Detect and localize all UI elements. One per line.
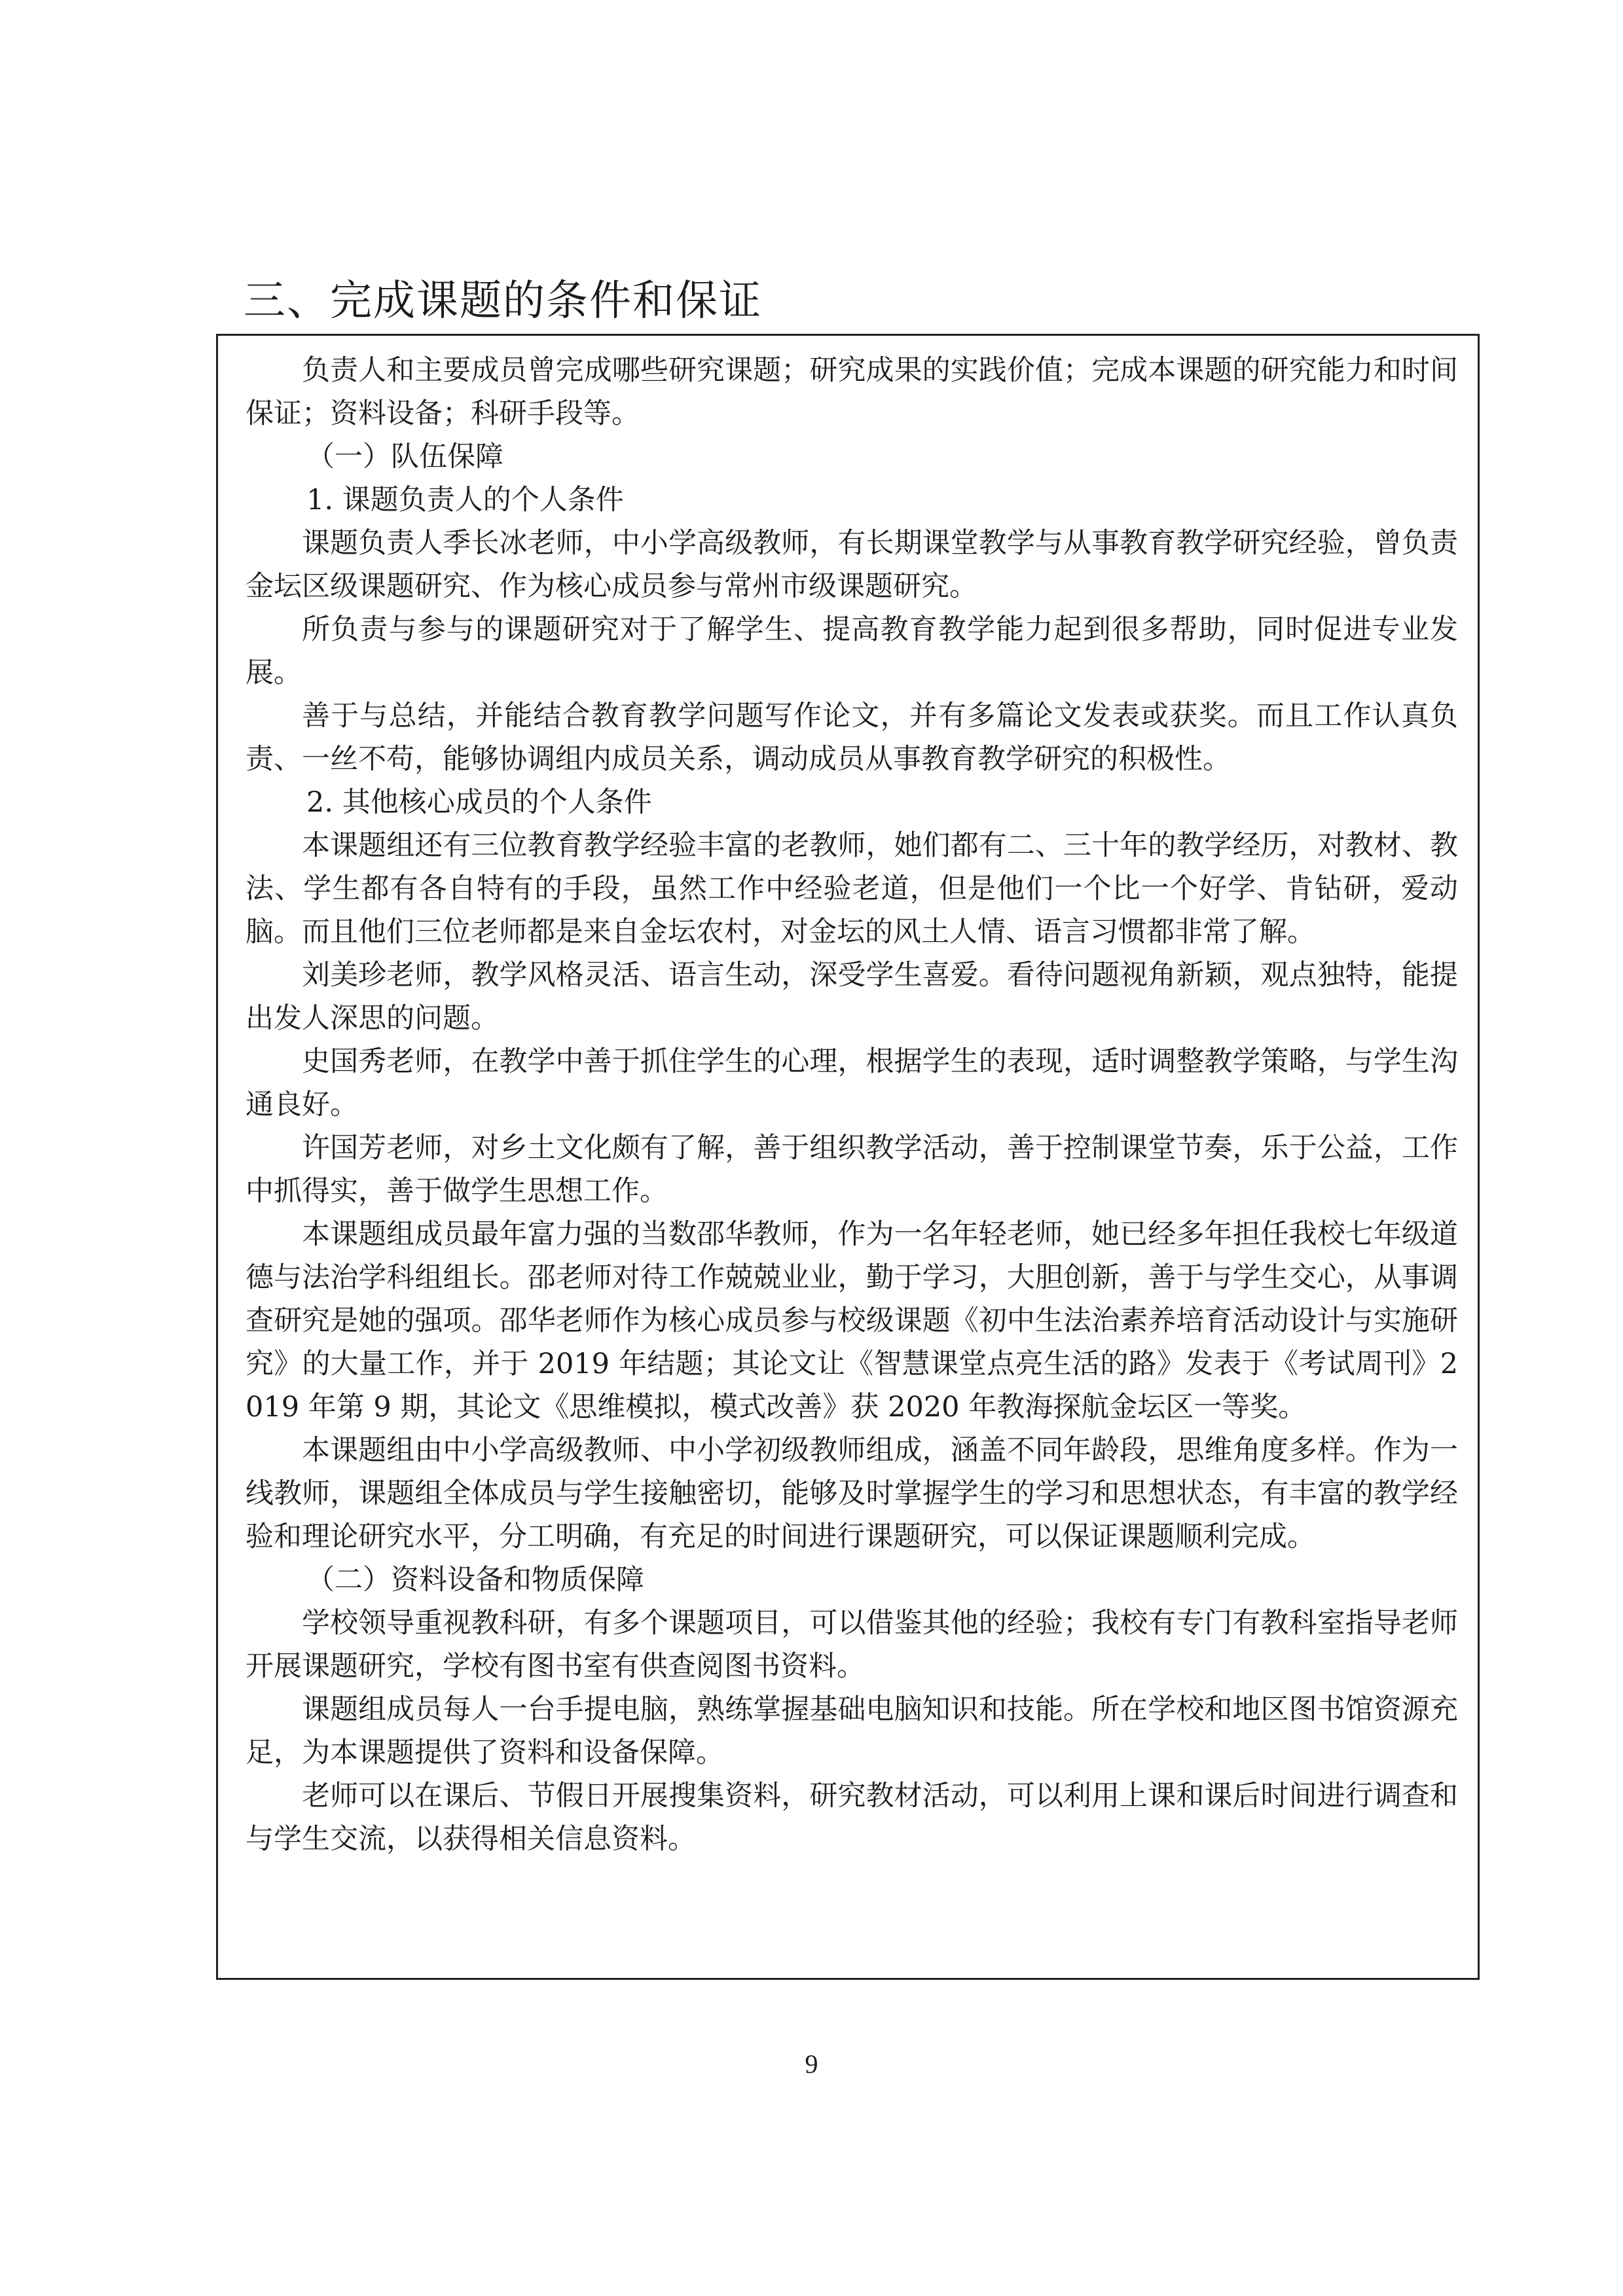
intro-paragraph: 负责人和主要成员曾完成哪些研究课题；研究成果的实践价值；完成本课题的研究能力和时间保证；资料设备；科研手段等。	[246, 354, 1458, 430]
subheading-leader-conditions: 1. 课题负责人的个人条件	[306, 484, 624, 516]
paragraph-leader-1: 课题负责人季长冰老师，中小学高级教师，有长期课堂教学与从事教育教学研究经验，曾负责金坛区级课题研究、作为核心成员参与常州市级课题研究。	[246, 527, 1458, 603]
paragraph-member-shao: 本课题组成员最年富力强的当数邵华教师，作为一名年轻老师，她已经多年担任我校七年级道德与法治学科组组长。邵老师对待工作兢兢业业，勤于学习，大胆创新，善于与学生交心，从事调查研究是她的强项。邵华老师作为核心成员参与校级课题《初中生法治素养培育活动设计与实施研究》的大量工作，并于 2019 年结题；其论文让《智慧课堂点亮生活的路》发表于《考试周刊》2019 年第 9 期，其论文《思维模拟，模式改善》获 2020 年教海探航金坛区一等奖。	[246, 1218, 1458, 1424]
paragraph-resources-1: 学校领导重视教科研，有多个课题项目，可以借鉴其他的经验；我校有专门有教科室指导老师开展课题研究，学校有图书室有供查阅图书资料。	[246, 1607, 1458, 1683]
paragraph-member-xu: 许国芳老师，对乡土文化颇有了解，善于组织教学活动，善于控制课堂节奏，乐于公益，工作中抓得实，善于做学生思想工作。	[246, 1132, 1458, 1208]
page-number: 9	[805, 2049, 818, 2079]
section-title: 三、完成课题的条件和保证	[244, 277, 762, 325]
paragraph-team-summary: 本课题组由中小学高级教师、中小学初级教师组成，涵盖不同年龄段，思维角度多样。作为一线教师，课题组全体成员与学生接触密切，能够及时掌握学生的学习和思想状态，有丰富的教学经验和理论研究水平，分工明确，有充足的时间进行课题研究，可以保证课题顺利完成。	[246, 1434, 1458, 1553]
paragraph-members-overview: 本课题组还有三位教育教学经验丰富的老教师，她们都有二、三十年的教学经历，对教材、教法、学生都有各自特有的手段，虽然工作中经验老道，但是他们一个比一个好学、肯钻研，爱动脑。而且他们三位老师都是来自金坛农村，对金坛的风土人情、语言习惯都非常了解。	[246, 829, 1458, 948]
paragraph-member-liu: 刘美珍老师，教学风格灵活、语言生动，深受学生喜爱。看待问题视角新颖，观点独特，能提出发人深思的问题。	[246, 959, 1458, 1035]
paragraph-member-shi: 史国秀老师，在教学中善于抓住学生的心理，根据学生的表现，适时调整教学策略，与学生沟通良好。	[246, 1045, 1458, 1121]
content-box	[216, 334, 1480, 1980]
subheading-core-members: 2. 其他核心成员的个人条件	[306, 786, 652, 819]
paragraph-leader-2: 所负责与参与的课题研究对于了解学生、提高教育教学能力起到很多帮助，同时促进专业发展。	[246, 613, 1458, 689]
heading-resources: （二）资料设备和物质保障	[306, 1564, 644, 1596]
paragraph-leader-3: 善于与总结，并能结合教育教学问题写作论文，并有多篇论文发表或获奖。而且工作认真负责、一丝不苟，能够协调组内成员关系，调动成员从事教育教学研究的积极性。	[246, 700, 1458, 776]
heading-team-guarantee: （一）队伍保障	[306, 440, 503, 473]
paragraph-resources-3: 老师可以在课后、节假日开展搜集资料，研究教材活动，可以利用上课和课后时间进行调查和与学生交流，以获得相关信息资料。	[246, 1780, 1458, 1856]
paragraph-resources-2: 课题组成员每人一台手提电脑，熟练掌握基础电脑知识和技能。所在学校和地区图书馆资源充足，为本课题提供了资料和设备保障。	[246, 1693, 1458, 1769]
